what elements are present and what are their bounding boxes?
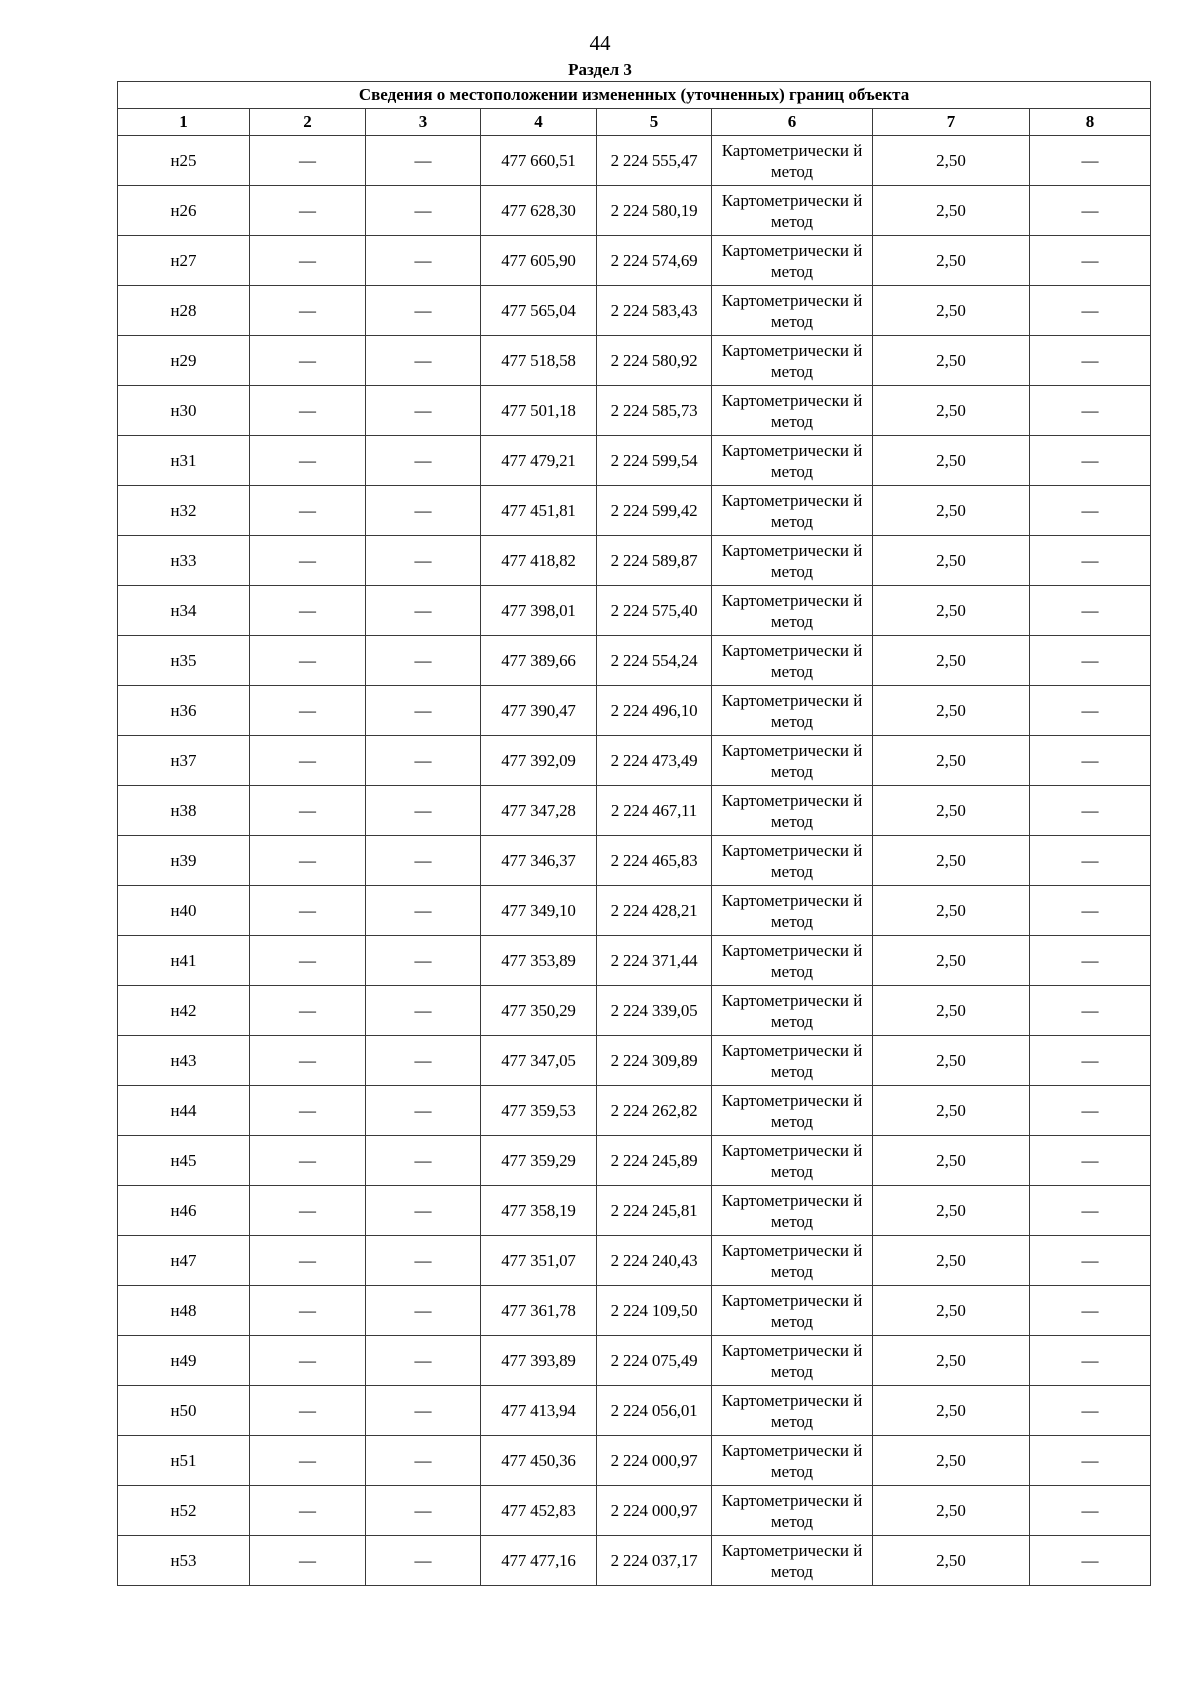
point-number-cell: н32	[118, 486, 250, 536]
x-coordinate-cell: 477 418,82	[481, 536, 597, 586]
accuracy-cell: 2,50	[873, 1436, 1030, 1486]
accuracy-cell: 2,50	[873, 236, 1030, 286]
point-number-cell: н40	[118, 886, 250, 936]
accuracy-cell: 2,50	[873, 636, 1030, 686]
column-3-cell: —	[366, 486, 481, 536]
y-coordinate-cell: 2 224 000,97	[597, 1436, 712, 1486]
column-number-row	[118, 109, 1151, 136]
y-coordinate-cell: 2 224 245,81	[597, 1186, 712, 1236]
column-8-cell: —	[1030, 986, 1151, 1036]
column-2-cell: —	[250, 236, 366, 286]
column-8-cell: —	[1030, 1186, 1151, 1236]
y-coordinate-cell: 2 224 262,82	[597, 1086, 712, 1136]
column-8-cell: —	[1030, 1286, 1151, 1336]
column-8-cell: —	[1030, 336, 1151, 386]
column-8-cell: —	[1030, 236, 1151, 286]
column-3-cell: —	[366, 1086, 481, 1136]
x-coordinate-cell: 477 518,58	[481, 336, 597, 386]
x-coordinate-cell: 477 358,19	[481, 1186, 597, 1236]
point-number-cell: н47	[118, 1236, 250, 1286]
accuracy-cell: 2,50	[873, 686, 1030, 736]
accuracy-cell: 2,50	[873, 786, 1030, 836]
column-2-cell: —	[250, 136, 366, 186]
column-8-cell: —	[1030, 686, 1151, 736]
column-2-cell: —	[250, 1086, 366, 1136]
x-coordinate-cell: 477 565,04	[481, 286, 597, 336]
table-row	[118, 736, 1151, 786]
y-coordinate-cell: 2 224 037,17	[597, 1536, 712, 1586]
method-cell: Картометрически й метод	[712, 1236, 873, 1286]
method-cell: Картометрически й метод	[712, 486, 873, 536]
method-cell: Картометрически й метод	[712, 636, 873, 686]
table-row	[118, 986, 1151, 1036]
point-number-cell: н49	[118, 1336, 250, 1386]
point-number-cell: н51	[118, 1436, 250, 1486]
point-number-cell: н38	[118, 786, 250, 836]
method-cell: Картометрически й метод	[712, 386, 873, 436]
column-number: 6	[712, 109, 873, 136]
x-coordinate-cell: 477 413,94	[481, 1386, 597, 1436]
point-number-cell: н35	[118, 636, 250, 686]
x-coordinate-cell: 477 349,10	[481, 886, 597, 936]
column-3-cell: —	[366, 1486, 481, 1536]
method-cell: Картометрически й метод	[712, 136, 873, 186]
column-2-cell: —	[250, 586, 366, 636]
x-coordinate-cell: 477 452,83	[481, 1486, 597, 1536]
point-number-cell: н41	[118, 936, 250, 986]
accuracy-cell: 2,50	[873, 586, 1030, 636]
column-3-cell: —	[366, 436, 481, 486]
column-3-cell: —	[366, 136, 481, 186]
accuracy-cell: 2,50	[873, 336, 1030, 386]
column-8-cell: —	[1030, 1236, 1151, 1286]
column-8-cell: —	[1030, 286, 1151, 336]
method-cell: Картометрически й метод	[712, 1036, 873, 1086]
column-2-cell: —	[250, 836, 366, 886]
column-3-cell: —	[366, 686, 481, 736]
y-coordinate-cell: 2 224 467,11	[597, 786, 712, 836]
y-coordinate-cell: 2 224 555,47	[597, 136, 712, 186]
column-8-cell: —	[1030, 536, 1151, 586]
column-2-cell: —	[250, 986, 366, 1036]
column-2-cell: —	[250, 786, 366, 836]
column-2-cell: —	[250, 686, 366, 736]
point-number-cell: н46	[118, 1186, 250, 1236]
column-8-cell: —	[1030, 1386, 1151, 1436]
column-8-cell: —	[1030, 1336, 1151, 1386]
column-number: 1	[118, 109, 250, 136]
column-3-cell: —	[366, 1436, 481, 1486]
point-number-cell: н28	[118, 286, 250, 336]
column-number: 5	[597, 109, 712, 136]
column-3-cell: —	[366, 1136, 481, 1186]
table-row	[118, 1286, 1151, 1336]
y-coordinate-cell: 2 224 496,10	[597, 686, 712, 736]
column-8-cell: —	[1030, 436, 1151, 486]
column-8-cell: —	[1030, 1136, 1151, 1186]
method-cell: Картометрически й метод	[712, 836, 873, 886]
column-8-cell: —	[1030, 136, 1151, 186]
column-3-cell: —	[366, 636, 481, 686]
table-row	[118, 1536, 1151, 1586]
method-cell: Картометрически й метод	[712, 186, 873, 236]
y-coordinate-cell: 2 224 000,97	[597, 1486, 712, 1536]
column-3-cell: —	[366, 286, 481, 336]
column-8-cell: —	[1030, 586, 1151, 636]
x-coordinate-cell: 477 392,09	[481, 736, 597, 786]
method-cell: Картометрически й метод	[712, 1086, 873, 1136]
accuracy-cell: 2,50	[873, 1236, 1030, 1286]
column-3-cell: —	[366, 336, 481, 386]
column-3-cell: —	[366, 736, 481, 786]
y-coordinate-cell: 2 224 589,87	[597, 536, 712, 586]
column-2-cell: —	[250, 1236, 366, 1286]
column-8-cell: —	[1030, 636, 1151, 686]
point-number-cell: н39	[118, 836, 250, 886]
page-number: 44	[589, 31, 611, 55]
column-2-cell: —	[250, 936, 366, 986]
column-3-cell: —	[366, 236, 481, 286]
accuracy-cell: 2,50	[873, 136, 1030, 186]
column-2-cell: —	[250, 286, 366, 336]
point-number-cell: н42	[118, 986, 250, 1036]
accuracy-cell: 2,50	[873, 1086, 1030, 1136]
table-row	[118, 1486, 1151, 1536]
y-coordinate-cell: 2 224 465,83	[597, 836, 712, 886]
point-number-cell: н31	[118, 436, 250, 486]
x-coordinate-cell: 477 450,36	[481, 1436, 597, 1486]
point-number-cell: н45	[118, 1136, 250, 1186]
x-coordinate-cell: 477 398,01	[481, 586, 597, 636]
x-coordinate-cell: 477 359,29	[481, 1136, 597, 1186]
column-2-cell: —	[250, 436, 366, 486]
column-2-cell: —	[250, 1186, 366, 1236]
table-row	[118, 1036, 1151, 1086]
method-cell: Картометрически й метод	[712, 1486, 873, 1536]
accuracy-cell: 2,50	[873, 286, 1030, 336]
table-row	[118, 1186, 1151, 1236]
column-2-cell: —	[250, 1486, 366, 1536]
column-2-cell: —	[250, 1336, 366, 1386]
column-3-cell: —	[366, 386, 481, 436]
x-coordinate-cell: 477 351,07	[481, 1236, 597, 1286]
x-coordinate-cell: 477 660,51	[481, 136, 597, 186]
method-cell: Картометрически й метод	[712, 1336, 873, 1386]
column-3-cell: —	[366, 1536, 481, 1586]
accuracy-cell: 2,50	[873, 1536, 1030, 1586]
accuracy-cell: 2,50	[873, 1036, 1030, 1086]
method-cell: Картометрически й метод	[712, 536, 873, 586]
column-8-cell: —	[1030, 886, 1151, 936]
column-3-cell: —	[366, 186, 481, 236]
y-coordinate-cell: 2 224 309,89	[597, 1036, 712, 1086]
column-number: 8	[1030, 109, 1151, 136]
point-number-cell: н27	[118, 236, 250, 286]
accuracy-cell: 2,50	[873, 386, 1030, 436]
x-coordinate-cell: 477 479,21	[481, 436, 597, 486]
method-cell: Картометрически й метод	[712, 1186, 873, 1236]
column-3-cell: —	[366, 836, 481, 886]
x-coordinate-cell: 477 389,66	[481, 636, 597, 686]
column-3-cell: —	[366, 1036, 481, 1086]
column-3-cell: —	[366, 786, 481, 836]
column-2-cell: —	[250, 736, 366, 786]
column-number: 3	[366, 109, 481, 136]
method-cell: Картометрически й метод	[712, 1286, 873, 1336]
y-coordinate-cell: 2 224 599,42	[597, 486, 712, 536]
point-number-cell: н50	[118, 1386, 250, 1436]
point-number-cell: н30	[118, 386, 250, 436]
method-cell: Картометрически й метод	[712, 686, 873, 736]
x-coordinate-cell: 477 451,81	[481, 486, 597, 536]
accuracy-cell: 2,50	[873, 1386, 1030, 1436]
y-coordinate-cell: 2 224 580,19	[597, 186, 712, 236]
method-cell: Картометрически й метод	[712, 336, 873, 386]
column-3-cell: —	[366, 586, 481, 636]
column-8-cell: —	[1030, 736, 1151, 786]
accuracy-cell: 2,50	[873, 536, 1030, 586]
method-cell: Картометрически й метод	[712, 286, 873, 336]
accuracy-cell: 2,50	[873, 186, 1030, 236]
table-row	[118, 1236, 1151, 1286]
column-2-cell: —	[250, 536, 366, 586]
method-cell: Картометрически й метод	[712, 886, 873, 936]
accuracy-cell: 2,50	[873, 736, 1030, 786]
table-row	[118, 486, 1151, 536]
column-2-cell: —	[250, 886, 366, 936]
y-coordinate-cell: 2 224 339,05	[597, 986, 712, 1036]
accuracy-cell: 2,50	[873, 886, 1030, 936]
method-cell: Картометрически й метод	[712, 736, 873, 786]
column-2-cell: —	[250, 1386, 366, 1436]
column-number: 2	[250, 109, 366, 136]
y-coordinate-cell: 2 224 056,01	[597, 1386, 712, 1436]
accuracy-cell: 2,50	[873, 1286, 1030, 1336]
point-number-cell: н36	[118, 686, 250, 736]
column-2-cell: —	[250, 486, 366, 536]
column-8-cell: —	[1030, 186, 1151, 236]
table-row	[118, 236, 1151, 286]
section-title: Раздел 3	[568, 60, 632, 79]
y-coordinate-cell: 2 224 599,54	[597, 436, 712, 486]
point-number-cell: н48	[118, 1286, 250, 1336]
column-8-cell: —	[1030, 1436, 1151, 1486]
point-number-cell: н25	[118, 136, 250, 186]
y-coordinate-cell: 2 224 245,89	[597, 1136, 712, 1186]
x-coordinate-cell: 477 347,28	[481, 786, 597, 836]
y-coordinate-cell: 2 224 580,92	[597, 336, 712, 386]
accuracy-cell: 2,50	[873, 986, 1030, 1036]
column-number: 7	[873, 109, 1030, 136]
table-row	[118, 1136, 1151, 1186]
x-coordinate-cell: 477 361,78	[481, 1286, 597, 1336]
column-2-cell: —	[250, 1136, 366, 1186]
method-cell: Картометрически й метод	[712, 236, 873, 286]
accuracy-cell: 2,50	[873, 836, 1030, 886]
y-coordinate-cell: 2 224 371,44	[597, 936, 712, 986]
x-coordinate-cell: 477 347,05	[481, 1036, 597, 1086]
method-cell: Картометрически й метод	[712, 986, 873, 1036]
table-row	[118, 786, 1151, 836]
point-number-cell: н26	[118, 186, 250, 236]
table-row	[118, 386, 1151, 436]
boundary-coordinates-table	[117, 81, 1151, 1586]
y-coordinate-cell: 2 224 109,50	[597, 1286, 712, 1336]
column-8-cell: —	[1030, 786, 1151, 836]
point-number-cell: н44	[118, 1086, 250, 1136]
accuracy-cell: 2,50	[873, 1186, 1030, 1236]
column-2-cell: —	[250, 1036, 366, 1086]
table-row	[118, 436, 1151, 486]
y-coordinate-cell: 2 224 075,49	[597, 1336, 712, 1386]
column-3-cell: —	[366, 986, 481, 1036]
x-coordinate-cell: 477 359,53	[481, 1086, 597, 1136]
x-coordinate-cell: 477 350,29	[481, 986, 597, 1036]
x-coordinate-cell: 477 353,89	[481, 936, 597, 986]
method-cell: Картометрически й метод	[712, 436, 873, 486]
column-2-cell: —	[250, 636, 366, 686]
table-row	[118, 1086, 1151, 1136]
y-coordinate-cell: 2 224 428,21	[597, 886, 712, 936]
method-cell: Картометрически й метод	[712, 1136, 873, 1186]
x-coordinate-cell: 477 477,16	[481, 1536, 597, 1586]
table-row	[118, 536, 1151, 586]
table-row	[118, 1386, 1151, 1436]
table-row	[118, 286, 1151, 336]
table-row	[118, 336, 1151, 386]
column-3-cell: —	[366, 1336, 481, 1386]
column-8-cell: —	[1030, 836, 1151, 886]
y-coordinate-cell: 2 224 574,69	[597, 236, 712, 286]
x-coordinate-cell: 477 346,37	[481, 836, 597, 886]
accuracy-cell: 2,50	[873, 1136, 1030, 1186]
table-row	[118, 1436, 1151, 1486]
table-row	[118, 836, 1151, 886]
method-cell: Картометрически й метод	[712, 1436, 873, 1486]
method-cell: Картометрически й метод	[712, 786, 873, 836]
point-number-cell: н29	[118, 336, 250, 386]
x-coordinate-cell: 477 501,18	[481, 386, 597, 436]
column-2-cell: —	[250, 186, 366, 236]
table-row	[118, 586, 1151, 636]
method-cell: Картометрически й метод	[712, 1536, 873, 1586]
table-caption: Сведения о местоположении измененных (уточненных) границ объекта	[118, 82, 1151, 109]
y-coordinate-cell: 2 224 585,73	[597, 386, 712, 436]
table-row	[118, 186, 1151, 236]
table-row	[118, 636, 1151, 686]
column-3-cell: —	[366, 1286, 481, 1336]
accuracy-cell: 2,50	[873, 1336, 1030, 1386]
table-row	[118, 886, 1151, 936]
accuracy-cell: 2,50	[873, 436, 1030, 486]
point-number-cell: н37	[118, 736, 250, 786]
column-3-cell: —	[366, 1236, 481, 1286]
y-coordinate-cell: 2 224 554,24	[597, 636, 712, 686]
point-number-cell: н53	[118, 1536, 250, 1586]
y-coordinate-cell: 2 224 583,43	[597, 286, 712, 336]
column-2-cell: —	[250, 1436, 366, 1486]
column-number: 4	[481, 109, 597, 136]
table-row	[118, 1336, 1151, 1386]
y-coordinate-cell: 2 224 240,43	[597, 1236, 712, 1286]
x-coordinate-cell: 477 628,30	[481, 186, 597, 236]
column-3-cell: —	[366, 936, 481, 986]
y-coordinate-cell: 2 224 473,49	[597, 736, 712, 786]
column-2-cell: —	[250, 386, 366, 436]
column-8-cell: —	[1030, 386, 1151, 436]
column-3-cell: —	[366, 536, 481, 586]
accuracy-cell: 2,50	[873, 936, 1030, 986]
table-row	[118, 686, 1151, 736]
x-coordinate-cell: 477 605,90	[481, 236, 597, 286]
method-cell: Картометрически й метод	[712, 1386, 873, 1436]
column-3-cell: —	[366, 1386, 481, 1436]
y-coordinate-cell: 2 224 575,40	[597, 586, 712, 636]
column-2-cell: —	[250, 336, 366, 386]
method-cell: Картометрически й метод	[712, 936, 873, 986]
point-number-cell: н34	[118, 586, 250, 636]
point-number-cell: н43	[118, 1036, 250, 1086]
column-3-cell: —	[366, 1186, 481, 1236]
table-row	[118, 136, 1151, 186]
column-3-cell: —	[366, 886, 481, 936]
point-number-cell: н52	[118, 1486, 250, 1536]
accuracy-cell: 2,50	[873, 486, 1030, 536]
column-8-cell: —	[1030, 1036, 1151, 1086]
accuracy-cell: 2,50	[873, 1486, 1030, 1536]
table-row	[118, 936, 1151, 986]
x-coordinate-cell: 477 393,89	[481, 1336, 597, 1386]
method-cell: Картометрически й метод	[712, 586, 873, 636]
point-number-cell: н33	[118, 536, 250, 586]
column-8-cell: —	[1030, 486, 1151, 536]
column-2-cell: —	[250, 1286, 366, 1336]
column-8-cell: —	[1030, 936, 1151, 986]
column-8-cell: —	[1030, 1086, 1151, 1136]
column-8-cell: —	[1030, 1536, 1151, 1586]
x-coordinate-cell: 477 390,47	[481, 686, 597, 736]
column-2-cell: —	[250, 1536, 366, 1586]
column-8-cell: —	[1030, 1486, 1151, 1536]
